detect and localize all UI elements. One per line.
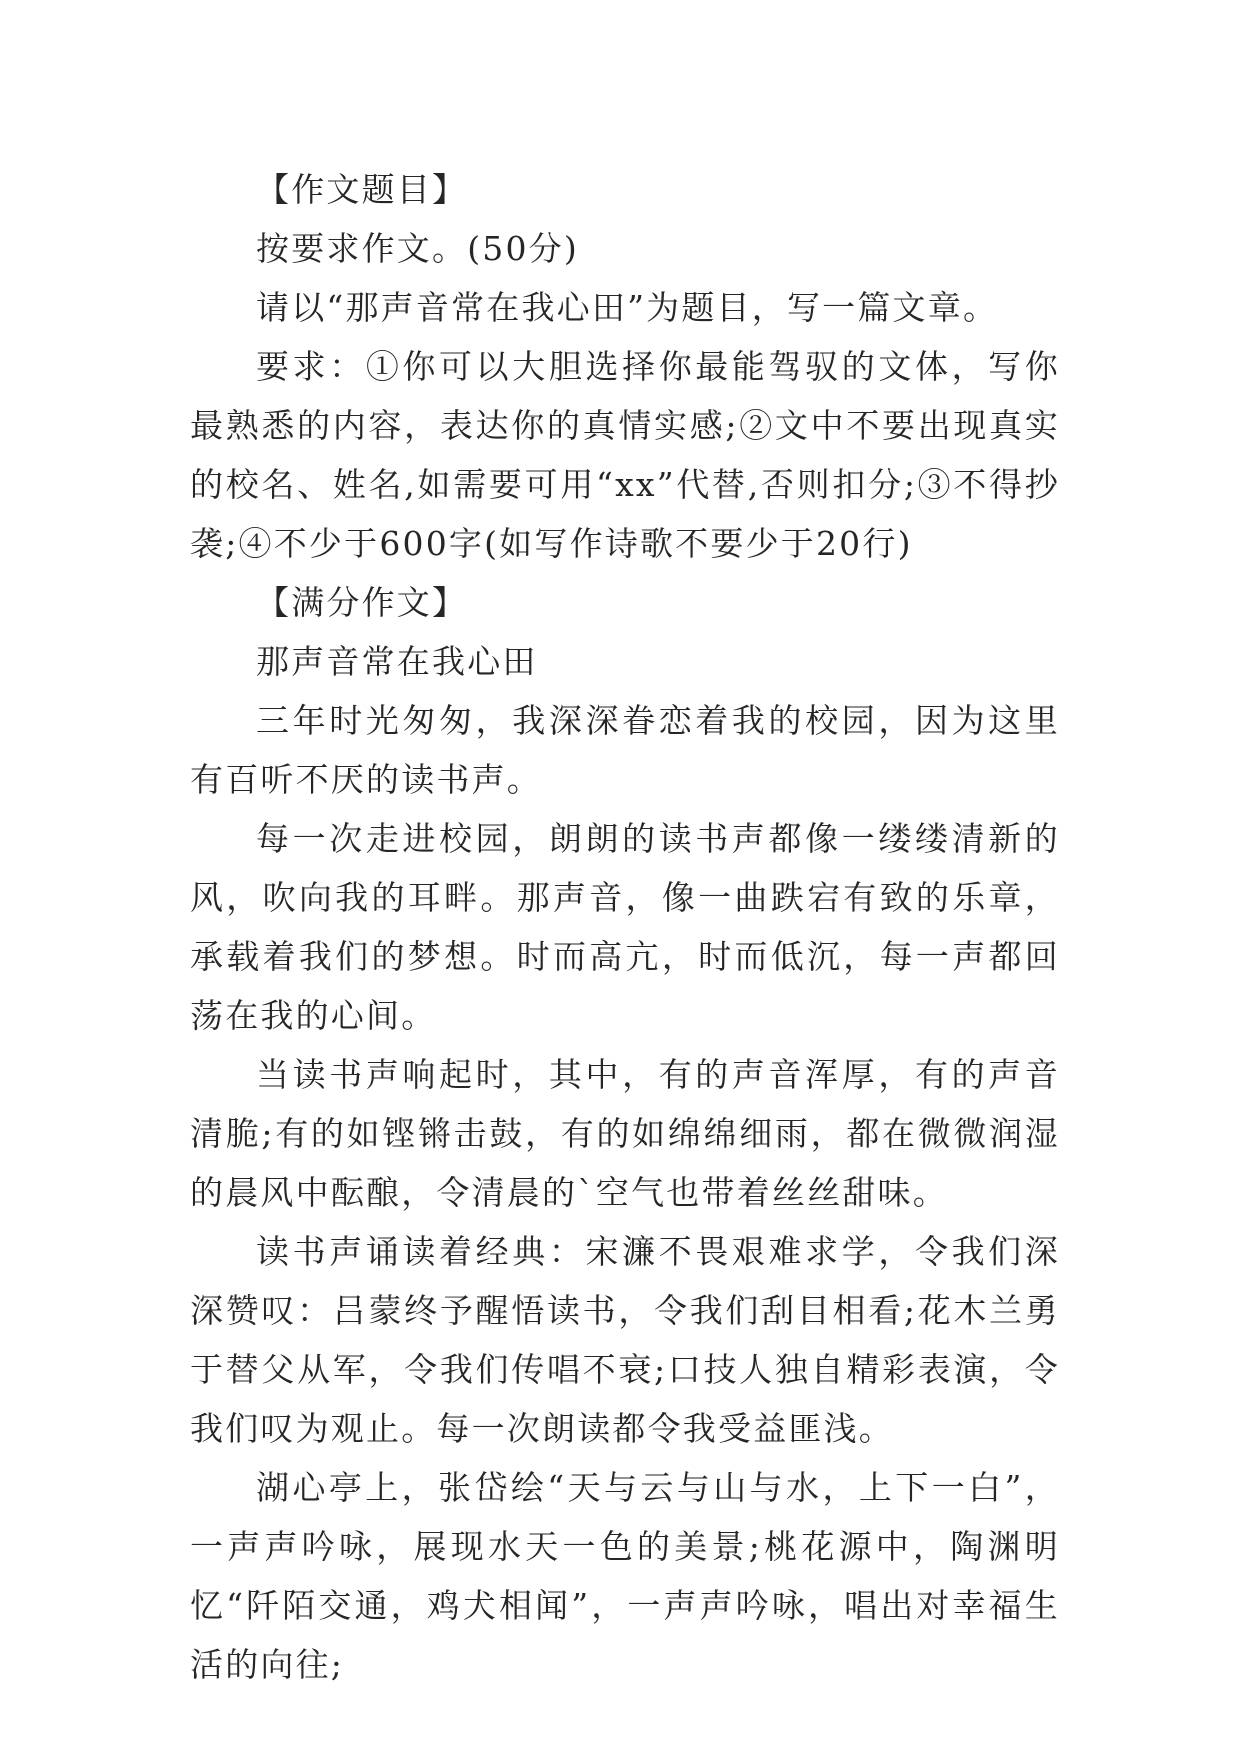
section-heading-essay: 【满分作文】: [256, 583, 468, 622]
section-heading-topic: 【作文题目】: [256, 170, 468, 209]
essay-paragraph: 读书声诵读着经典：宋濂不畏艰难求学，令我们深深赞叹：吕蒙终予醒悟读书，令我们刮目相看;花木兰勇于替父从军，令我们传唱不衰;口技人独自精彩表演，令我们叹为观止。每一次朗读都令我受益匪浅。: [190, 1232, 1060, 1448]
essay-paragraph: 当读书声响起时，其中，有的声音浑厚，有的声音清脆;有的如铿锵击鼓，有的如绵绵细雨，都在微微润湿的晨风中酝酿，令清晨的`空气也带着丝丝甜味。: [190, 1055, 1060, 1212]
essay-paragraph: 三年时光匆匆，我深深眷恋着我的校园，因为这里有百听不厌的读书声。: [190, 701, 1060, 799]
essay-body: [190, 160, 1060, 1694]
prompt-line: 请以“那声音常在我心田”为题目，写一篇文章。: [256, 288, 999, 327]
requirements-paragraph: 要求：①你可以大胆选择你最能驾驭的文体，写你最熟悉的内容，表达你的真情实感;②文中不要出现真实的校名、姓名,如需要可用“xx”代替,否则扣分;③不得抄袭;④不少于600字(如写作诗歌不要少于20行): [190, 347, 1060, 563]
instruction-line: 按要求作文。(50分): [256, 229, 579, 268]
essay-paragraph: 每一次走进校园，朗朗的读书声都像一缕缕清新的风，吹向我的耳畔。那声音，像一曲跌宕有致的乐章，承载着我们的梦想。时而高亢，时而低沉，每一声都回荡在我的心间。: [190, 819, 1060, 1035]
essay-title: 那声音常在我心田: [256, 642, 538, 681]
essay-paragraph: 湖心亭上，张岱绘“天与云与山与水，上下一白”，一声声吟咏，展现水天一色的美景;桃花源中，陶渊明忆“阡陌交通，鸡犬相闻”，一声声吟咏，唱出对幸福生活的向往;: [190, 1468, 1060, 1684]
